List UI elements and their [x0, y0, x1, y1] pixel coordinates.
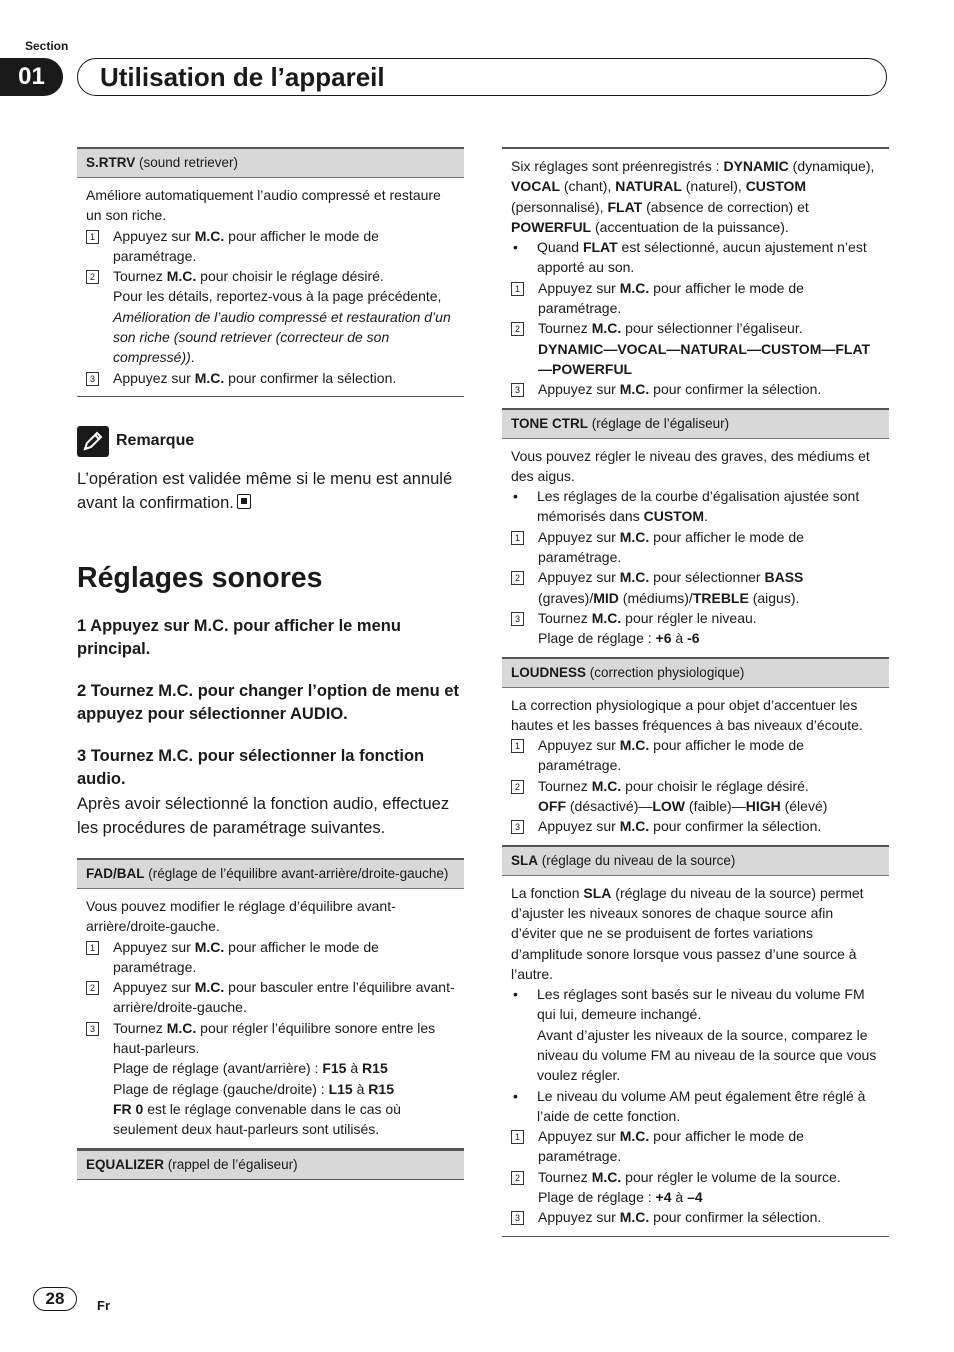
fadbal-table	[77, 858, 464, 1149]
equalizer-step-1: 1 Appuyez sur M.C. pour afficher le mode de paramétrage.	[511, 278, 880, 319]
equalizer-head: EQUALIZER (rappel de l’égaliseur)	[77, 1149, 464, 1180]
srtrv-intro: Améliore automatiquement l’audio compressé et restaure un son riche.	[86, 187, 441, 224]
fadbal-step-2: 2 Appuyez sur M.C. pour basculer entre l’équilibre avant-arrière/droite-gauche.	[86, 977, 455, 1018]
section-number-badge: 01	[0, 58, 63, 96]
equalizer-bullet: • Quand FLAT est sélectionné, aucun ajustement n’est apporté au son.	[513, 239, 867, 276]
remark-title: Remarque	[116, 432, 195, 450]
srtrv-step-2: 2 Tournez M.C. pour choisir le réglage désiré. Pour les détails, reportez-vous à la page précédente, Amélioration de l’audio compressé et restauration d’un son riche (sound retriever (correcteur de son compressé)).	[86, 266, 455, 367]
sla-step-2: 2 Tournez M.C. pour régler le volume de la source. Plage de réglage : +4 à –4	[511, 1167, 880, 1208]
srtrv-body	[77, 178, 464, 397]
reglages-step-3-detail: Après avoir sélectionné la fonction audio, effectuez les procédures de paramétrage suivantes.	[77, 794, 450, 837]
tonectrl-step-3: 3 Tournez M.C. pour régler le niveau. Plage de réglage : +6 à -6	[511, 608, 880, 649]
loudness-step-1: 1 Appuyez sur M.C. pour afficher le mode de paramétrage.	[511, 735, 880, 776]
loudness-step-3: 3 Appuyez sur M.C. pour confirmer la sélection.	[511, 816, 880, 836]
equalizer-step-3: 3 Appuyez sur M.C. pour confirmer la sélection.	[511, 379, 880, 399]
reglages-step-1: 1 Appuyez sur M.C. pour afficher le menu principal.	[77, 616, 401, 659]
fadbal-head: FAD/BAL (réglage de l’équilibre avant-arrière/droite-gauche)	[77, 858, 464, 889]
remark-text: L’opération est validée même si le menu est annulé avant la confirmation.	[77, 469, 453, 512]
section-label: Section	[25, 39, 69, 53]
language-code: Fr	[97, 1298, 110, 1313]
equalizer-step-2: 2 Tournez M.C. pour sélectionner l’égaliseur. DYNAMIC—VOCAL—NATURAL—CUSTOM—FLAT—POWERFUL	[511, 318, 880, 379]
tonectrl-table	[502, 409, 889, 658]
tonectrl-step-1: 1 Appuyez sur M.C. pour afficher le mode de paramétrage.	[511, 527, 880, 568]
srtrv-head: S.RTRV (sound retriever)	[77, 147, 464, 178]
loudness-body	[502, 688, 889, 846]
tonectrl-intro: Vous pouvez régler le niveau des graves, des médiums et des aigus.	[511, 447, 870, 484]
srtrv-table	[77, 147, 464, 397]
fadbal-step-3: 3 Tournez M.C. pour régler l’équilibre sonore entre les haut-parleurs. Plage de réglage (avant/arrière) : F15 à R15 Plage de réglage (gauche/droite) : L15 à R15 FR 0 est le réglage convenable dans le cas où seulement deux haut-parleurs sont utilisés.	[86, 1018, 455, 1140]
reglages-step-2: 2 Tournez M.C. pour changer l’option de menu et appuyez pour sélectionner AUDIO.	[77, 681, 459, 724]
remark-header	[77, 426, 464, 457]
note-pencil-icon	[77, 426, 109, 457]
tonectrl-step-2: 2 Appuyez sur M.C. pour sélectionner BASS (graves)/MID (médiums)/TREBLE (aigus).	[511, 567, 880, 608]
sla-head: SLA (réglage du niveau de la source)	[502, 846, 889, 876]
sla-body	[502, 876, 889, 1237]
fadbal-step-1: 1 Appuyez sur M.C. pour afficher le mode de paramétrage.	[86, 937, 455, 978]
sla-table	[502, 846, 889, 1237]
page-title: Utilisation de l’appareil	[77, 58, 887, 96]
tonectrl-body	[502, 439, 889, 658]
fadbal-intro: Vous pouvez modifier le réglage d’équilibre avant-arrière/droite-gauche.	[86, 897, 396, 935]
tonectrl-head: TONE CTRL (réglage de l’égaliseur)	[502, 409, 889, 439]
loudness-head: LOUDNESS (correction physiologique)	[502, 658, 889, 688]
equalizer-table-head	[77, 1149, 464, 1180]
srtrv-step-1: 1 Appuyez sur M.C. pour afficher le mode de paramétrage.	[86, 226, 455, 267]
fadbal-body	[77, 889, 464, 1149]
sla-intro: La fonction SLA (réglage du niveau de la source) permet d’ajuster les niveaux sonores de chaque source afin d’éviter que ne se produisent de fortes variations d’amplitude sonore lorsque vous passez d’une source à l’autre.	[511, 884, 864, 982]
sla-bullet-1: • Les réglages sont basés sur le niveau du volume FM qui lui, demeure inchangé. Avant d’ajuster les niveaux de la source, comparez le niveau du volume FM au niveau de la source que vous voulez régler.	[513, 986, 877, 1084]
end-mark-icon	[237, 494, 251, 509]
equalizer-intro: Six réglages sont préenregistrés : DYNAMIC (dynamique), VOCAL (chant), NATURAL (naturel), CUSTOM (personnalisé), FLAT (absence de correction) et POWERFUL (accentuation de la puissance).	[511, 158, 875, 235]
page-number: 28	[33, 1287, 77, 1311]
reglages-step-3: 3 Tournez M.C. pour sélectionner la fonction audio.	[77, 746, 425, 789]
reglages-heading: Réglages sonores	[77, 561, 323, 594]
tonectrl-bullet: • Les réglages de la courbe d’égalisation ajustée sont mémorisés dans CUSTOM.	[513, 488, 860, 525]
left-column	[77, 147, 464, 1180]
sla-step-1: 1 Appuyez sur M.C. pour afficher le mode de paramétrage.	[511, 1126, 880, 1167]
equalizer-body	[502, 147, 889, 409]
sla-step-3: 3 Appuyez sur M.C. pour confirmer la sélection.	[511, 1207, 880, 1227]
loudness-intro: La correction physiologique a pour objet d’accentuer les hautes et les basses fréquences à bas niveaux d’écoute.	[511, 696, 863, 733]
right-column	[502, 147, 889, 1237]
loudness-table	[502, 658, 889, 846]
loudness-step-2: 2 Tournez M.C. pour choisir le réglage désiré. OFF (désactivé)—LOW (faible)—HIGH (élevé)	[511, 776, 880, 817]
srtrv-step-3: 3 Appuyez sur M.C. pour confirmer la sélection.	[86, 368, 455, 388]
sla-bullet-2: • Le niveau du volume AM peut également être réglé à l’aide de cette fonction.	[513, 1087, 866, 1124]
